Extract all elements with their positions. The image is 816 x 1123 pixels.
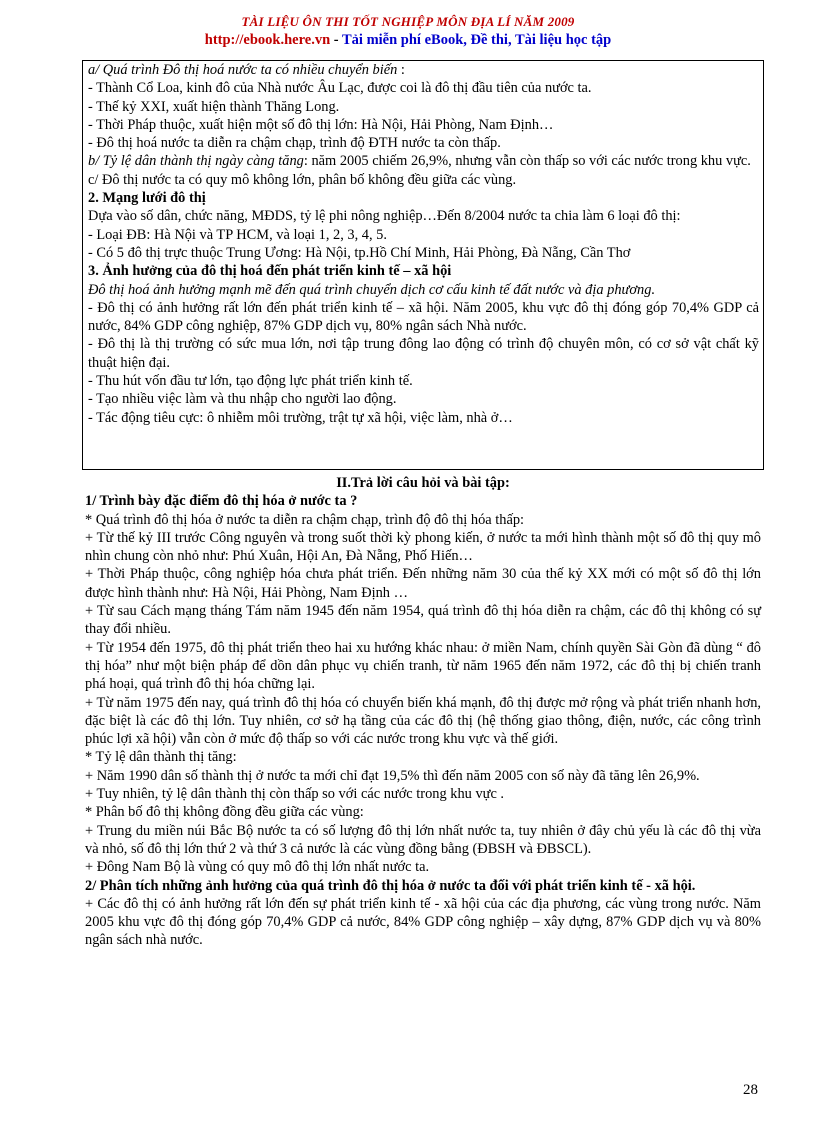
q1-paragraph: + Từ 1954 đến 1975, đô thị phát triển theo hai xu hướng khác nhau: ở miền Nam, chính quyền Sài Gòn đã dùng “ đô thị hóa” như một biện pháp để dồn dân phục vụ chiến tranh, từ năm 1965 đến năm 1972, các đô thị bị chiến tranh phá hoại, quá trình đô thị hóa chững lại. — [85, 639, 761, 693]
s3-item: - Đô thị là thị trường có sức mua lớn, nơi tập trung đông lao động có trình độ chuyên môn, có cơ sở vật chất kỹ thuật hiện đại. — [88, 336, 759, 371]
s3-intro: Đô thị hoá ảnh hưởng mạnh mẽ đến quá trình chuyển dịch cơ cấu kinh tế đất nước và địa phương. — [88, 281, 656, 298]
q1-paragraph: + Tuy nhiên, tỷ lệ dân thành thị còn thấp so với các nước trong khu vực . — [85, 786, 505, 803]
c-paragraph: c/ Đô thị nước ta có quy mô không lớn, phân bố không đều giữa các vùng. — [88, 171, 517, 188]
header-separator: - — [330, 32, 342, 48]
s3-item: - Đô thị có ảnh hưởng rất lớn đến phát triển kinh tế – xã hội. Năm 2005, khu vực đô thị đóng góp 70,4% GDP cả nước, 84% GDP công nghiệp, 87% GDP dịch vụ, 80% ngân sách Nhà nước. — [88, 299, 759, 335]
q1-paragraph: * Tỷ lệ dân thành thị tăng: — [85, 749, 237, 766]
page-header — [0, 14, 816, 49]
q1-paragraph: * Quá trình đô thị hóa ở nước ta diễn ra chậm chạp, trình độ đô thị hóa thấp: — [85, 511, 525, 528]
question-1-title: 1/ Trình bày đặc điểm đô thị hóa ở nước ta ? — [85, 493, 358, 510]
website-link[interactable]: http://ebook.here.vn — [204, 32, 331, 48]
s3-item: - Thu hút vốn đầu tư lớn, tạo động lực phát triển kinh tế. — [88, 373, 413, 390]
s2-item: Dựa vào số dân, chức năng, MĐDS, tỷ lệ phi nông nghiệp…Đến 8/2004 nước ta chia làm 6 loại đô thị: — [88, 208, 681, 225]
document-title: TÀI LIỆU ÔN THI TỐT NGHIỆP MÔN ĐỊA LÍ NĂM 2009 — [241, 14, 575, 29]
q1-paragraph: + Từ năm 1975 đến nay, quá trình đô thị hóa có chuyển biến khá mạnh, đô thị được mở rộng và phát triển nhanh hơn, đặc biệt là các đô thị lớn. Tuy nhiên, cơ sở hạ tầng của các đô thị (hệ thống giao thông, điện, nước, các công trình phúc lợi xã hội) vẫn còn ở mức độ thấp so với các nước trong khu vực và thế giới. — [85, 694, 761, 748]
s2-item: - Có 5 đô thị trực thuộc Trung Ương: Hà Nội, tp.Hồ Chí Minh, Hải Phòng, Đà Nẵng, Cần Thơ — [88, 244, 631, 261]
q1-paragraph: + Năm 1990 dân số thành thị ở nước ta mới chỉ đạt 19,5% thì đến năm 2005 con số này đã tăng lên 26,9%. — [85, 767, 700, 784]
section-3-heading: 3. Ảnh hưởng của đô thị hoá đến phát triển kinh tế – xã hội — [88, 263, 452, 280]
q1-paragraph: + Đông Nam Bộ là vùng có quy mô đô thị lớn nhất nước ta. — [85, 859, 430, 876]
question-2-title: 2/ Phân tích những ảnh hưởng của quá trình đô thị hóa ở nước ta đối với phát triển kinh tế - xã hội. — [85, 877, 696, 894]
s3-item: - Tạo nhiều việc làm và thu nhập cho người lao động. — [88, 391, 397, 408]
answers-section — [85, 474, 761, 950]
s3-item: - Tác động tiêu cực: ô nhiễm môi trường, trật tự xã hội, việc làm, nhà ở… — [88, 409, 513, 426]
summary-box — [82, 60, 764, 470]
b-paragraph: b/ Tỷ lệ dân thành thị ngày càng tăng: năm 2005 chiếm 26,9%, nhưng vẫn còn thấp so với các nước trong khu vực. — [88, 153, 751, 170]
a-item: - Thời Pháp thuộc, xuất hiện một số đô thị lớn: Hà Nội, Hải Phòng, Nam Định… — [88, 116, 554, 133]
a-heading: a/ Quá trình Đô thị hoá nước ta có nhiều chuyển biến : — [88, 62, 405, 78]
q2-paragraph: + Các đô thị có ảnh hưởng rất lớn đến sự phát triển kinh tế - xã hội của các địa phương, các vùng trong nước. Năm 2005 khu vực đô thị đóng góp 70,4% GDP cả nước, 84% GDP công nghiệp – xây dựng, 87% GDP dịch vụ và 80% ngân sách nhà nước. — [85, 895, 761, 949]
header-subtitle — [0, 32, 816, 49]
q1-paragraph: + Thời Pháp thuộc, công nghiệp hóa chưa phát triển. Đến những năm 30 của thế kỷ XX mới có một số đô thị lớn được hình thành như: Hà Nội, Hải Phòng, Nam Định … — [85, 566, 761, 601]
q1-paragraph: + Trung du miền núi Bắc Bộ nước ta có số lượng đô thị lớn nhất nước ta, tuy nhiên ở đây chủ yếu là các đô thị vừa và nhỏ, số đô thị lớn thứ 2 và thứ 3 cả nước là các vùng đồng bằng (ĐBSH và ĐBSCL). — [85, 822, 761, 857]
header-tagline-link[interactable]: Tải miễn phí eBook, Đề thi, Tài liệu học tập — [342, 32, 612, 48]
a-item: - Thế kỷ XXI, xuất hiện thành Thăng Long. — [88, 98, 340, 115]
page-number: 28 — [743, 1082, 758, 1098]
section-title: II.Trả lời câu hỏi và bài tập: — [336, 475, 510, 491]
q1-paragraph: + Từ sau Cách mạng tháng Tám năm 1945 đến năm 1954, quá trình đô thị hóa diễn ra chậm, các đô thị không có sự thay đổi nhiều. — [85, 603, 761, 638]
a-item: - Thành Cổ Loa, kinh đô của Nhà nước Âu Lạc, được coi là đô thị đầu tiên của nước ta. — [88, 80, 592, 97]
a-item: - Đô thị hoá nước ta diễn ra chậm chạp, trình độ ĐTH nước ta còn thấp. — [88, 135, 501, 152]
section-2-heading: 2. Mạng lưới đô thị — [88, 190, 206, 207]
q1-paragraph: + Từ thế kỷ III trước Công nguyên và trong suốt thời kỳ phong kiến, ở nước ta mới hình thành một số đô thị quy mô nhìn chung còn nhỏ như: Phú Xuân, Hội An, Đà Nẵng, Phố Hiến… — [85, 529, 761, 565]
s2-item: - Loại ĐB: Hà Nội và TP HCM, và loại 1, 2, 3, 4, 5. — [88, 226, 387, 243]
q1-paragraph: * Phân bố đô thị không đồng đều giữa các vùng: — [85, 804, 364, 821]
